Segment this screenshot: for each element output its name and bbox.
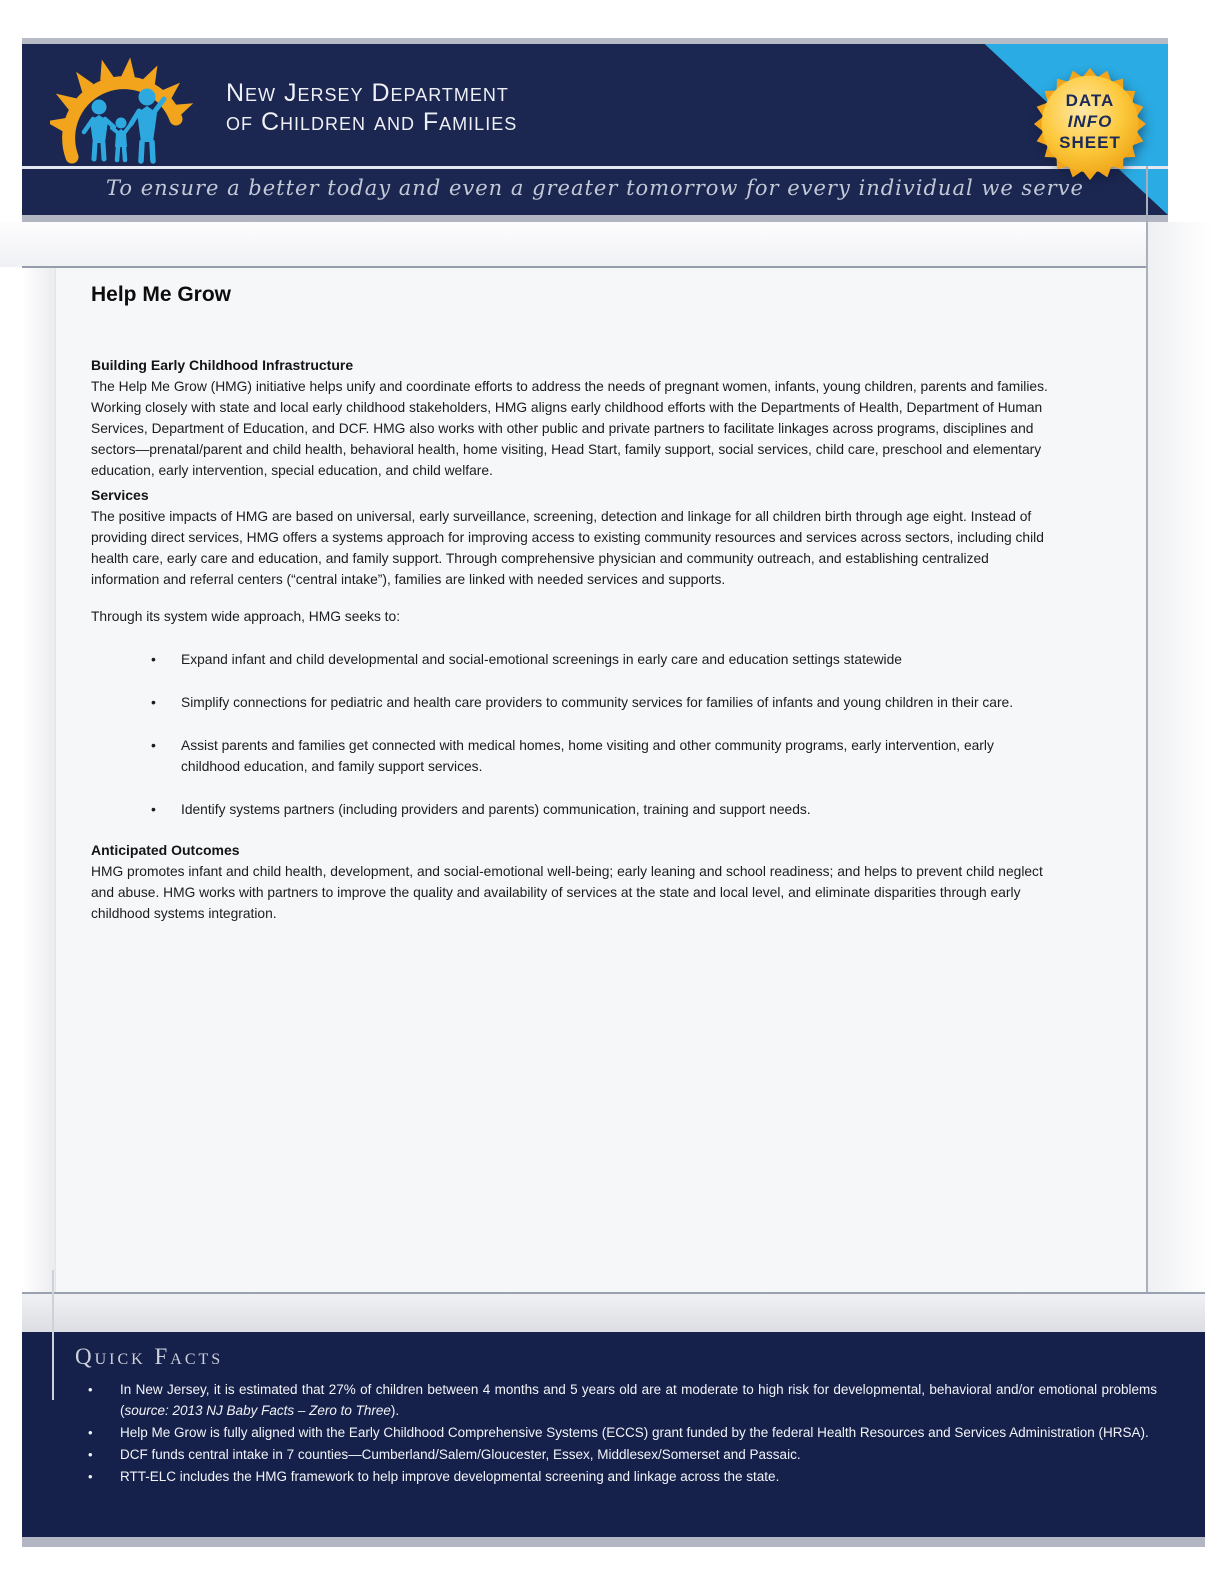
document-content — [91, 280, 1052, 924]
footer-accent-line — [52, 1270, 54, 1400]
footer-bottom-strip — [22, 1537, 1205, 1547]
badge-line2: INFO — [1067, 112, 1113, 131]
org-name — [226, 79, 517, 137]
quick-facts-list — [88, 1378, 1157, 1487]
goals-bullet-list — [91, 649, 1052, 820]
right-rail-fade — [1148, 222, 1224, 1292]
org-name-line2: of Children and Families — [226, 108, 518, 136]
section-heading-infrastructure: Building Early Childhood Infrastructure — [91, 357, 354, 373]
fact-item: • DCF funds central intake in 7 counties—Cumberland/Salem/Gloucester, Essex, Middlesex/Somerset and Passaic. — [88, 1444, 1157, 1465]
tagline: To ensure a better today and even a greater tomorrow for every individual we serve — [106, 176, 1084, 200]
section-heading-services: Services — [91, 487, 149, 503]
document-panel — [55, 268, 1147, 1292]
page-title: Help Me Grow — [91, 283, 232, 306]
bullet-item: • Assist parents and families get connected with medical homes, home visiting and other community programs, early intervention, early childhood education, and family support services. — [91, 735, 1052, 777]
dcf-logo — [50, 52, 610, 164]
left-gutter-fade — [22, 268, 55, 1292]
badge-line3: SHEET — [1059, 133, 1121, 152]
right-rail-rule — [1146, 166, 1148, 1292]
sun-family-logo-icon — [50, 47, 220, 170]
subheader-gradient-zone — [0, 222, 1224, 267]
badge-line1: DATA — [1065, 91, 1115, 110]
quick-facts-footer — [22, 1332, 1205, 1537]
page-header — [22, 38, 1168, 222]
badge-text — [1032, 90, 1148, 153]
fact-item: • In New Jersey, it is estimated that 27% of children between 4 months and 5 years old are at moderate to high risk for developmental, behavioral and/or emotional problems (source: 2013 NJ Baby Facts – Zero to Three). — [88, 1379, 1157, 1421]
data-info-sheet-badge — [1032, 66, 1148, 182]
prefooter-band — [22, 1294, 1205, 1332]
fact-item: • Help Me Grow is fully aligned with the Early Childhood Comprehensive Systems (ECCS) grant funded by the federal Health Resources and Services Administration (HRSA). — [88, 1422, 1157, 1443]
seeks-intro: Through its system wide approach, HMG seeks to: — [91, 609, 401, 624]
bullet-item: • Simplify connections for pediatric and health care providers to community services for families of infants and young children in their care. — [91, 692, 1052, 713]
org-name-line1: New Jersey Department — [226, 79, 509, 107]
section-paragraph-infrastructure: The Help Me Grow (HMG) initiative helps unify and coordinate efforts to address the needs of pregnant women, infants, young children, parents and families. Working closely with state and local early childhood stakeholders, HMG aligns early childhood efforts with the Departments of Health, Department of Human Services, Department of Education, and DCF. HMG also works with other public and private partners to facilitate linkages across programs, disciplines and sectors—prenatal/parent and child health, behavioral health, home visiting, Head Start, family support, social services, child care, preschool and elementary education, early intervention, special education, and child welfare. — [91, 379, 1048, 478]
bullet-item: • Identify systems partners (including providers and parents) communication, training and support needs. — [91, 799, 1052, 820]
quick-facts-heading: Quick Facts — [75, 1344, 224, 1369]
header-bottom-strip — [22, 215, 1168, 222]
section-heading-outcomes: Anticipated Outcomes — [91, 842, 240, 858]
section-paragraph-services: The positive impacts of HMG are based on universal, early surveillance, screening, detection and linkage for all children birth through age eight. Instead of providing direct services, HMG offers a systems approach for improving access to existing community resources and services across sectors, including child health care, early care and education, and family support. Through comprehensive physician and community outreach, and establishing centralized information and referral centers (“central intake”), families are linked with needed services and supports. — [91, 509, 1044, 587]
section-paragraph-outcomes: HMG promotes infant and child health, development, and social-emotional well-being; early leaning and school readiness; and helps to prevent child neglect and abuse. HMG works with partners to improve the quality and availability of services at the state and local level, and eliminate disparities through early childhood systems integration. — [91, 864, 1043, 921]
bullet-item: • Expand infant and child developmental and social-emotional screenings in early care and education settings statewide — [91, 649, 1052, 670]
fact-item: • RTT-ELC includes the HMG framework to help improve developmental screening and linkage across the state. — [88, 1466, 1157, 1487]
